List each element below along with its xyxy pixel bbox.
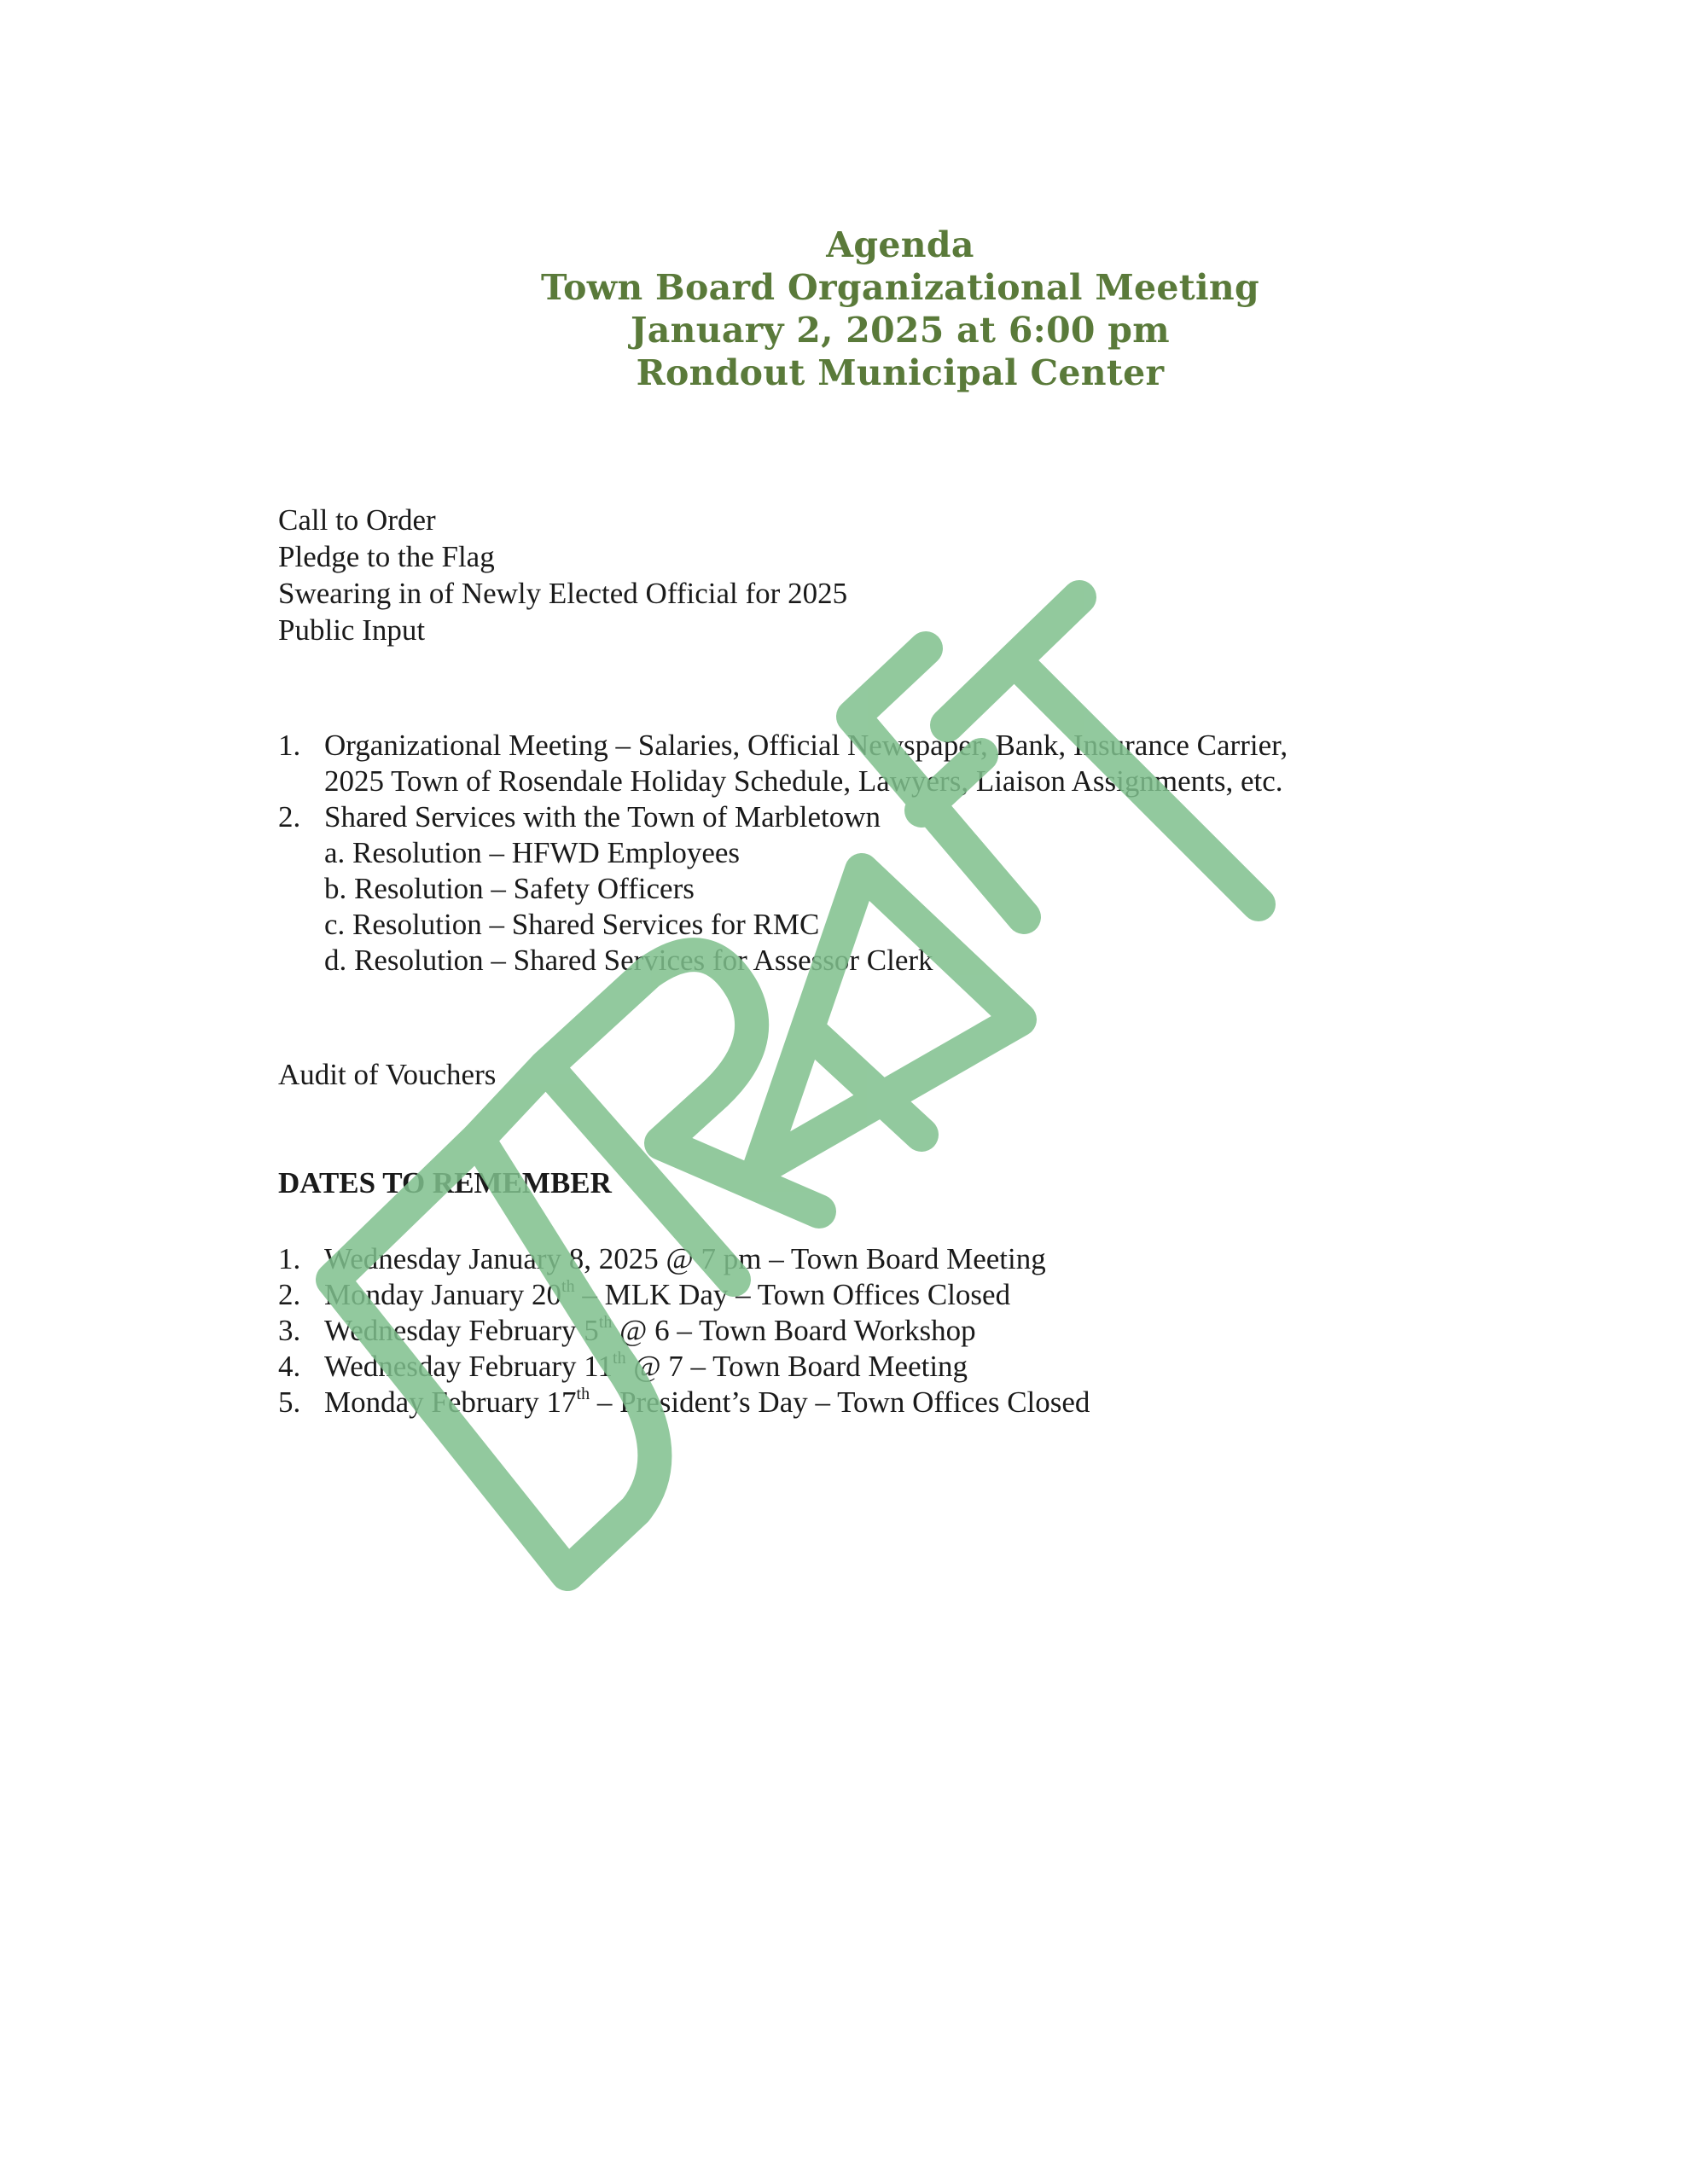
date-item — [278, 1313, 1090, 1349]
date-item-number: 5. — [278, 1385, 301, 1419]
dates-list — [278, 1241, 1090, 1420]
agenda-item-text: Shared Services with the Town of Marbletown — [324, 800, 881, 834]
date-item-text: Wednesday February 11 — [324, 1350, 613, 1383]
date-item — [278, 1349, 1090, 1385]
date-item-description: @ 7 – Town Board Meeting — [625, 1350, 968, 1383]
watermark-letter-r — [478, 955, 819, 1280]
agenda-subitem: c. Resolution – Shared Services for RMC — [324, 908, 820, 941]
date-item — [278, 1277, 1090, 1313]
date-item-description: @ 6 – Town Board Workshop — [612, 1314, 976, 1347]
agenda-item-text: Organizational Meeting – Salaries, Official Newspaper, Bank, Insurance Carrier, — [324, 729, 1288, 762]
date-item — [278, 1385, 1090, 1420]
date-item-text: Wednesday January 8, 2025 @ 7 pm – Town Board Meeting — [324, 1242, 1046, 1275]
date-item-number: 4. — [278, 1350, 301, 1383]
date-item-text: Monday January 20 — [324, 1278, 562, 1311]
date-ordinal-suffix: th — [598, 1313, 613, 1333]
agenda-subitem: b. Resolution – Safety Officers — [324, 872, 695, 905]
agenda-subitem: d. Resolution – Shared Services for Assessor Clerk — [324, 944, 933, 977]
header-meeting-date: January 2, 2025 at 6:00 pm — [631, 310, 1170, 351]
header-location: Rondout Municipal Center — [636, 352, 1165, 393]
date-ordinal-suffix: th — [561, 1277, 575, 1297]
opening-item-swearing-in: Swearing in of Newly Elected Official for 2025 — [278, 577, 848, 610]
date-item-number: 2. — [278, 1278, 301, 1311]
dates-heading: DATES TO REMEMBER — [278, 1166, 612, 1199]
opening-items — [278, 502, 847, 648]
date-item-number: 1. — [278, 1242, 301, 1275]
date-item-text: Monday February 17 — [324, 1385, 577, 1419]
agenda-header — [0, 224, 1686, 394]
date-item — [278, 1241, 1090, 1277]
header-meeting-name: Town Board Organizational Meeting — [541, 267, 1259, 308]
date-ordinal-suffix: th — [576, 1385, 590, 1404]
date-item-description: – MLK Day – Town Offices Closed — [574, 1278, 1011, 1311]
date-item-text: Wednesday February 5 — [324, 1314, 599, 1347]
audit-of-vouchers: Audit of Vouchers — [278, 1058, 497, 1091]
agenda-list — [278, 728, 1288, 979]
opening-item-public-input: Public Input — [278, 613, 426, 647]
header-title: Agenda — [826, 224, 974, 265]
date-item-number: 3. — [278, 1314, 301, 1347]
opening-item-call-to-order: Call to Order — [278, 503, 436, 537]
agenda-item-number: 2. — [278, 800, 301, 834]
agenda-item-number: 1. — [278, 729, 301, 762]
agenda-item — [278, 728, 1288, 799]
date-ordinal-suffix: th — [613, 1349, 626, 1368]
agenda-item — [278, 799, 1288, 835]
opening-item-pledge: Pledge to the Flag — [278, 540, 495, 573]
agenda-item-text-continued: 2025 Town of Rosendale Holiday Schedule, Lawyers, Liaison Assignments, etc. — [324, 764, 1283, 798]
agenda-subitem: a. Resolution – HFWD Employees — [324, 836, 741, 869]
date-item-description: – President’s Day – Town Offices Closed — [590, 1385, 1090, 1419]
